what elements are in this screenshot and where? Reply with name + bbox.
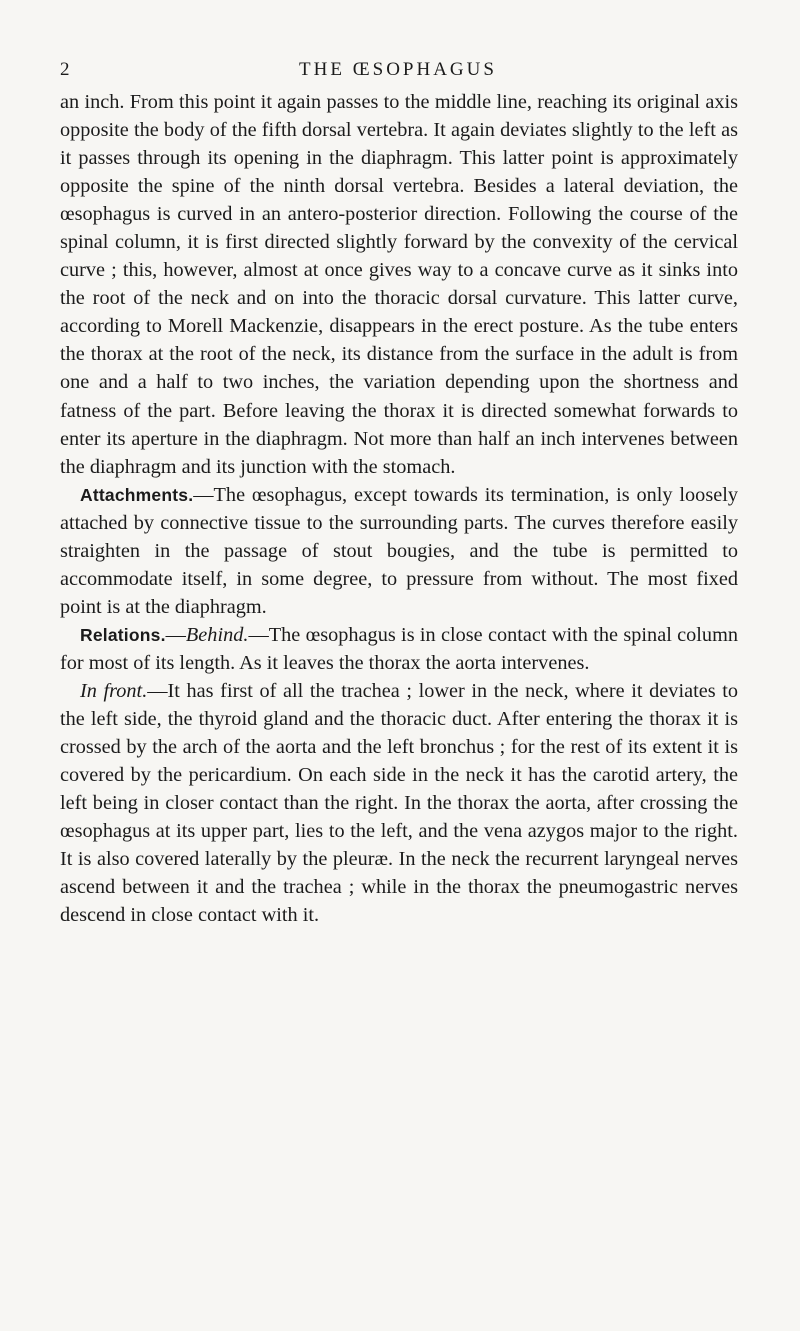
paragraph-text: an inch. From this point it again passes to the middle line, reaching its original axis opposite the body of the fifth dorsal vertebra. It again deviates slightly to the left as it passes through its opening in the diaphragm. This latter point is approximately opposite the spine of the ninth dorsal vertebra. Besides a lateral deviation, the œsophagus is curved in an antero-posterior direction. Following the course of the spinal column, it is first directed slightly forward by the convexity of the cervical curve ; this, however, almost at once gives way to a concave curve as it sinks into the root of the neck and on into the thoracic dorsal curvature. This latter curve, according to Morell Mackenzie, disappears in the erect posture. As the tube enters the thorax at the root of the neck, its distance from the surface in the adult is from one and a half to two inches, the variation depending upon the shortness and fatness of the part. Before leaving the thorax it is directed somewhat forwards to enter its aperture in the diaphragm. Not more than half an inch intervenes between the diaphragm and its junction with the stomach. [60, 91, 738, 478]
paragraph-attachments [60, 481, 738, 621]
body-text [60, 88, 738, 929]
subheading-in-front: In front. [80, 679, 148, 702]
page-number: 2 [60, 59, 71, 80]
paragraph-text: —It has first of all the trachea ; lower in the neck, where it deviates to the left side, the thyroid gland and the thoracic duct. After entering the thorax it is crossed by the arch of the aorta and the left bronchus ; for the rest of its extent it is covered by the pericardium. On each side in the neck it has the carotid artery, the left being in closer contact than the right. In the thorax the aorta, after crossing the œsophagus at its upper part, lies to the left, and the vena azygos major to the right. It is also covered laterally by the pleuræ. In the neck the recurrent laryngeal nerves ascend between it and the trachea ; while in the thorax the pneumogastric nerves descend in close contact with it. [60, 679, 738, 927]
paragraph-relations-behind [60, 621, 738, 677]
subheading-behind: Behind. [185, 623, 249, 646]
section-heading-relations: Relations. [80, 624, 166, 645]
section-heading-attachments: Attachments. [80, 484, 194, 505]
paragraph-continued [60, 88, 738, 481]
paragraph-text: —The œsophagus is in close contact with the spinal column for most of its length. As it leaves the thorax the aorta intervenes. [60, 623, 738, 674]
heading-dash: — [165, 623, 186, 646]
page-header [60, 55, 736, 85]
running-title: THE ŒSOPHAGUS [299, 59, 497, 80]
paragraph-in-front [60, 677, 738, 929]
paragraph-text: —The œsophagus, except towards its termination, is only loosely attached by connective tissue to the surrounding parts. The curves therefore easily straighten in the passage of stout bougies, and the tube is permitted to accommodate itself, in some degree, to pressure from without. The most fixed point is at the diaphragm. [60, 483, 738, 618]
